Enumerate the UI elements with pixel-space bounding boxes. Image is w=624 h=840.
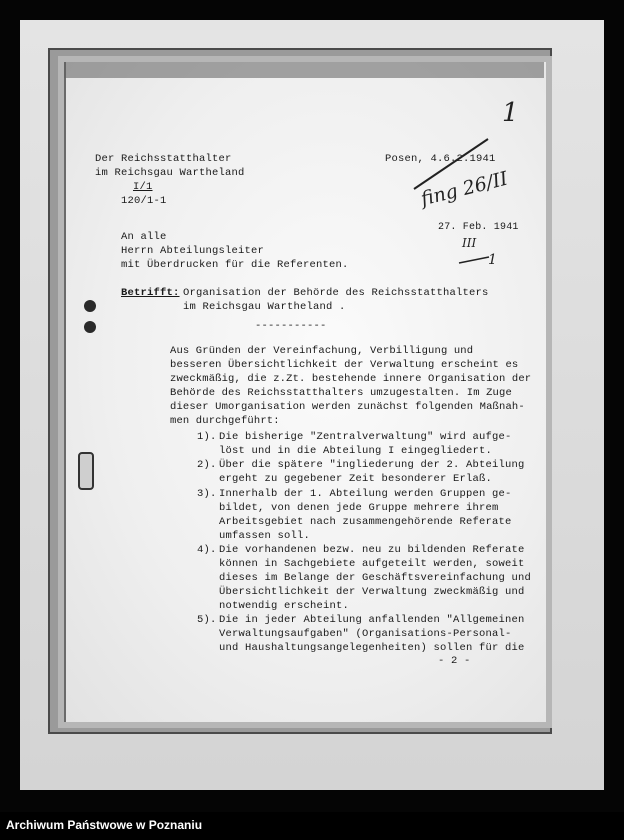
sender-line: im Reichsgau Wartheland <box>95 167 245 179</box>
body-line: Behörde des Reichsstatthalters umzugestalten. Im Zuge <box>170 387 512 399</box>
body-line: Aus Gründen der Vereinfachung, Verbilligung und <box>170 345 474 357</box>
body-line: men durchgeführt: <box>170 415 280 427</box>
page-continuation-marker: - 2 - <box>438 655 471 667</box>
item-number: 5). <box>197 614 217 626</box>
item-number: 2). <box>197 459 217 471</box>
item-line: Die vorhandenen bezw. neu zu bildenden Referate <box>219 544 525 556</box>
item-line: Die bisherige "Zentralverwaltung" wird aufge- <box>219 431 512 443</box>
punch-hole <box>84 321 96 333</box>
item-number: 4). <box>197 544 217 556</box>
item-line: und Haushaltungsangelegenheiten) sollen für die <box>219 642 525 654</box>
item-line: bildet, von denen jede Gruppe mehrere ihrem <box>219 502 499 514</box>
punch-hole <box>84 300 96 312</box>
file-number: 120/1-1 <box>121 195 167 207</box>
body-line: dieser Umorganisation werden zunächst folgenden Maßnah- <box>170 401 525 413</box>
item-line: Innerhalb der 1. Abteilung werden Gruppen ge- <box>219 488 512 500</box>
item-line: Die in jeder Abteilung anfallenden "Allgemeinen <box>219 614 525 626</box>
subject-label: Betrifft: <box>121 287 180 299</box>
department-code: I/1 <box>133 181 153 193</box>
sender-line: Der Reichsstatthalter <box>95 153 232 165</box>
item-line: dieses im Belange der Geschäftsvereinfachung und <box>219 572 532 584</box>
item-line: notwendig erscheint. <box>219 600 350 612</box>
addressee-line: An alle <box>121 231 167 243</box>
received-stamp: 27. Feb. 1941 <box>438 222 519 233</box>
handwritten-page-number: 1 <box>502 98 519 128</box>
handwritten-roman: III <box>462 236 477 250</box>
page-top-shadow <box>64 62 544 78</box>
item-line: löst und in die Abteilung I eingegliedert. <box>219 445 493 457</box>
item-number: 3). <box>197 488 217 500</box>
item-line: können in Sachgebiete aufgeteilt werden, soweit <box>219 558 525 570</box>
body-line: zweckmäßig, die z.Zt. bestehende innere Organisation der <box>170 373 532 385</box>
archive-footer <box>0 812 624 840</box>
paper-clip <box>78 452 94 490</box>
addressee-line: mit Überdrucken für die Referenten. <box>121 259 349 271</box>
addressee-line: Herrn Abteilungsleiter <box>121 245 265 257</box>
place-date: Posen, 4.6.2.1941 <box>385 153 496 165</box>
handwritten-note: 1 <box>488 252 497 268</box>
item-line: Verwaltungsaufgaben" (Organisations-Personal- <box>219 628 512 640</box>
item-line: umfassen soll. <box>219 530 311 542</box>
archive-name: Archiwum Państwowe w Poznaniu <box>6 818 203 832</box>
item-line: Arbeitsgebiet nach zusammengehörende Referate <box>219 516 512 528</box>
handwritten-initials: fing 26/II <box>418 167 511 211</box>
item-line: Übersichtlichkeit der Verwaltung zweckmäßig und <box>219 586 525 598</box>
item-number: 1). <box>197 431 217 443</box>
item-line: Über die spätere "ingliederung der 2. Abteilung <box>219 459 525 471</box>
subject-line: Organisation der Behörde des Reichsstatthalters <box>183 287 489 299</box>
handwritten-dash <box>455 245 495 269</box>
handwritten-stroke <box>410 135 490 195</box>
body-line: besseren Übersichtlichkeit der Verwaltung erscheint es <box>170 359 519 371</box>
subject-line: im Reichsgau Wartheland . <box>183 301 346 313</box>
item-line: ergeht zu gegebener Zeit besonderer Erlaß. <box>219 473 493 485</box>
separator: ----------- <box>255 320 327 332</box>
